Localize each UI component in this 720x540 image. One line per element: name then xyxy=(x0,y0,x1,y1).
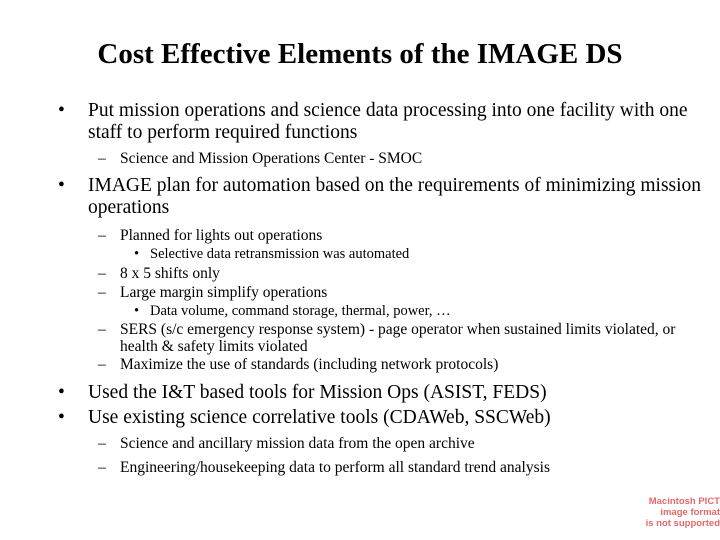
slide-title: Cost Effective Elements of the IMAGE DS xyxy=(97,38,623,70)
sub-bullet-2-2: – 8 x 5 shifts only xyxy=(58,264,708,283)
sub-bullet-2-3: – Large margin simplify operations xyxy=(58,283,708,302)
sub-sub-bullet-2-1-1: • Selective data retransmission was automated xyxy=(58,245,708,264)
sub-bullet-2-5: – Maximize the use of standards (including network protocols) xyxy=(58,355,708,374)
bullet-3: • Used the I&T based tools for Mission Ops (ASIST, FEDS) xyxy=(58,382,708,404)
placeholder-line-1: Macintosh PICT xyxy=(648,496,720,507)
placeholder-line-3: is not supported xyxy=(645,518,720,529)
bullet-2: • IMAGE plan for automation based on the requirements of minimizing mission operations xyxy=(58,175,708,219)
bullet-4: • Use existing science correlative tools (CDAWeb, SSCWeb) xyxy=(58,407,708,429)
sub-bullet-1-1: – Science and Mission Operations Center - SMOC xyxy=(58,149,708,168)
sub-bullet-4-1: – Science and ancillary mission data from the open archive xyxy=(58,434,708,453)
unsupported-image-placeholder xyxy=(636,496,720,529)
bullet-1: • Put mission operations and science data processing into one facility with one staff to perform required functions xyxy=(58,100,708,144)
placeholder-line-2: image format xyxy=(660,507,720,518)
slide-body xyxy=(58,96,708,477)
sub-bullet-2-4: – SERS (s/c emergency response system) - page operator when sustained limits violated, or health & safety limits violated xyxy=(58,321,708,355)
sub-bullet-2-1: – Planned for lights out operations xyxy=(58,226,708,245)
sub-sub-bullet-2-3-1: • Data volume, command storage, thermal, power, … xyxy=(58,302,708,321)
sub-bullet-4-2: – Engineering/housekeeping data to perform all standard trend analysis xyxy=(58,458,708,477)
